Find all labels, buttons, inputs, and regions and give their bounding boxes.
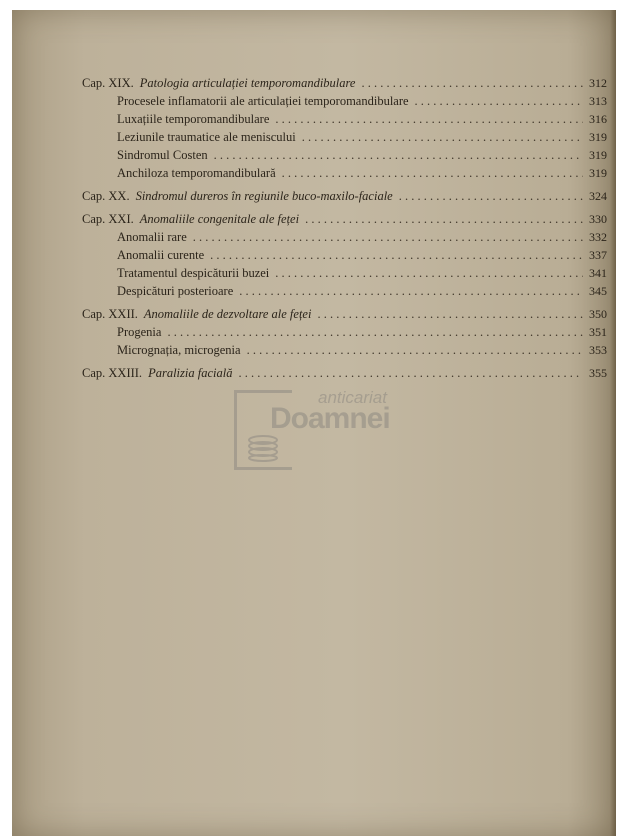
page-number: 319 xyxy=(589,130,607,144)
toc-section-row xyxy=(82,92,607,110)
page-number: 313 xyxy=(589,94,607,108)
toc-section-row xyxy=(82,341,607,359)
toc-section-row xyxy=(82,164,607,182)
page-number: 337 xyxy=(589,248,607,262)
section-title: Luxațiile temporomandibulare xyxy=(117,112,270,126)
chapter-number: Cap. XXII. xyxy=(82,307,138,321)
toc-chapter-row xyxy=(82,305,607,323)
toc-section-row xyxy=(82,128,607,146)
page-number: 312 xyxy=(589,76,607,90)
page-number: 351 xyxy=(589,325,607,339)
section-title: Sindromul Costen xyxy=(117,148,208,162)
chapter-number: Cap. XXI. xyxy=(82,212,134,226)
toc-chapter-row xyxy=(82,187,607,205)
dot-leader xyxy=(247,341,583,359)
chapter-number: Cap. XXIII. xyxy=(82,366,143,380)
section-title: Leziunile traumatice ale meniscului xyxy=(117,130,296,144)
dot-leader xyxy=(275,110,583,128)
chapter-title: Anomaliile congenitale ale feței xyxy=(139,212,300,226)
toc-section-row xyxy=(82,146,607,164)
page-edge-shadow xyxy=(610,10,616,836)
page-number: 316 xyxy=(589,112,607,126)
toc-section-row xyxy=(82,282,607,300)
page-number: 350 xyxy=(589,307,607,321)
page-number: 332 xyxy=(589,230,607,244)
section-title: Micrognația, microgenia xyxy=(117,343,241,357)
watermark-big-text: Doamnei xyxy=(270,402,390,435)
section-title: Despicături posterioare xyxy=(117,284,234,298)
toc-section-row xyxy=(82,264,607,282)
dot-leader xyxy=(239,282,583,300)
chapter-title: Anomaliile de dezvoltare ale feței xyxy=(143,307,312,321)
chapter-title: Paralizia facială xyxy=(148,366,233,380)
dot-leader xyxy=(275,264,583,282)
section-title: Procesele inflamatorii ale articulației temporomandibulare xyxy=(117,94,409,108)
watermark xyxy=(234,382,414,472)
dot-leader xyxy=(214,146,583,164)
dot-leader xyxy=(238,364,583,382)
section-title: Anchiloza temporomandibulară xyxy=(117,166,276,180)
dot-leader xyxy=(167,323,583,341)
dot-leader xyxy=(317,305,583,323)
dot-leader xyxy=(302,128,583,146)
toc-section-row xyxy=(82,228,607,246)
chapter-title: Sindromul dureros în regiunile buco-maxilo-faciale xyxy=(135,189,393,203)
watermark-small-text: anticariat xyxy=(318,388,387,407)
page-number: 319 xyxy=(589,148,607,162)
section-title: Anomalii curente xyxy=(117,248,205,262)
book-page xyxy=(12,10,616,836)
section-title: Anomalii rare xyxy=(117,230,187,244)
page-number: 353 xyxy=(589,343,607,357)
chapter-number: Cap. XX. xyxy=(82,189,130,203)
page-number: 345 xyxy=(589,284,607,298)
dot-leader xyxy=(210,246,583,264)
toc-section-row xyxy=(82,246,607,264)
dot-leader xyxy=(282,164,583,182)
dot-leader xyxy=(415,92,583,110)
dot-leader xyxy=(399,187,583,205)
coin-stack-icon xyxy=(246,434,280,462)
page-number: 319 xyxy=(589,166,607,180)
toc-chapter-row xyxy=(82,74,607,92)
chapter-number: Cap. XIX. xyxy=(82,76,134,90)
page-number: 355 xyxy=(589,366,607,380)
page-number: 330 xyxy=(589,212,607,226)
page-number: 341 xyxy=(589,266,607,280)
section-title: Progenia xyxy=(117,325,162,339)
toc-section-row xyxy=(82,323,607,341)
dot-leader xyxy=(305,210,583,228)
toc-chapter-row xyxy=(82,364,607,382)
table-of-contents xyxy=(82,74,607,382)
page-number: 324 xyxy=(589,189,607,203)
dot-leader xyxy=(361,74,583,92)
toc-chapter-row xyxy=(82,210,607,228)
chapter-title: Patologia articulației temporomandibulare xyxy=(139,76,356,90)
dot-leader xyxy=(193,228,583,246)
section-title: Tratamentul despicăturii buzei xyxy=(117,266,270,280)
toc-section-row xyxy=(82,110,607,128)
